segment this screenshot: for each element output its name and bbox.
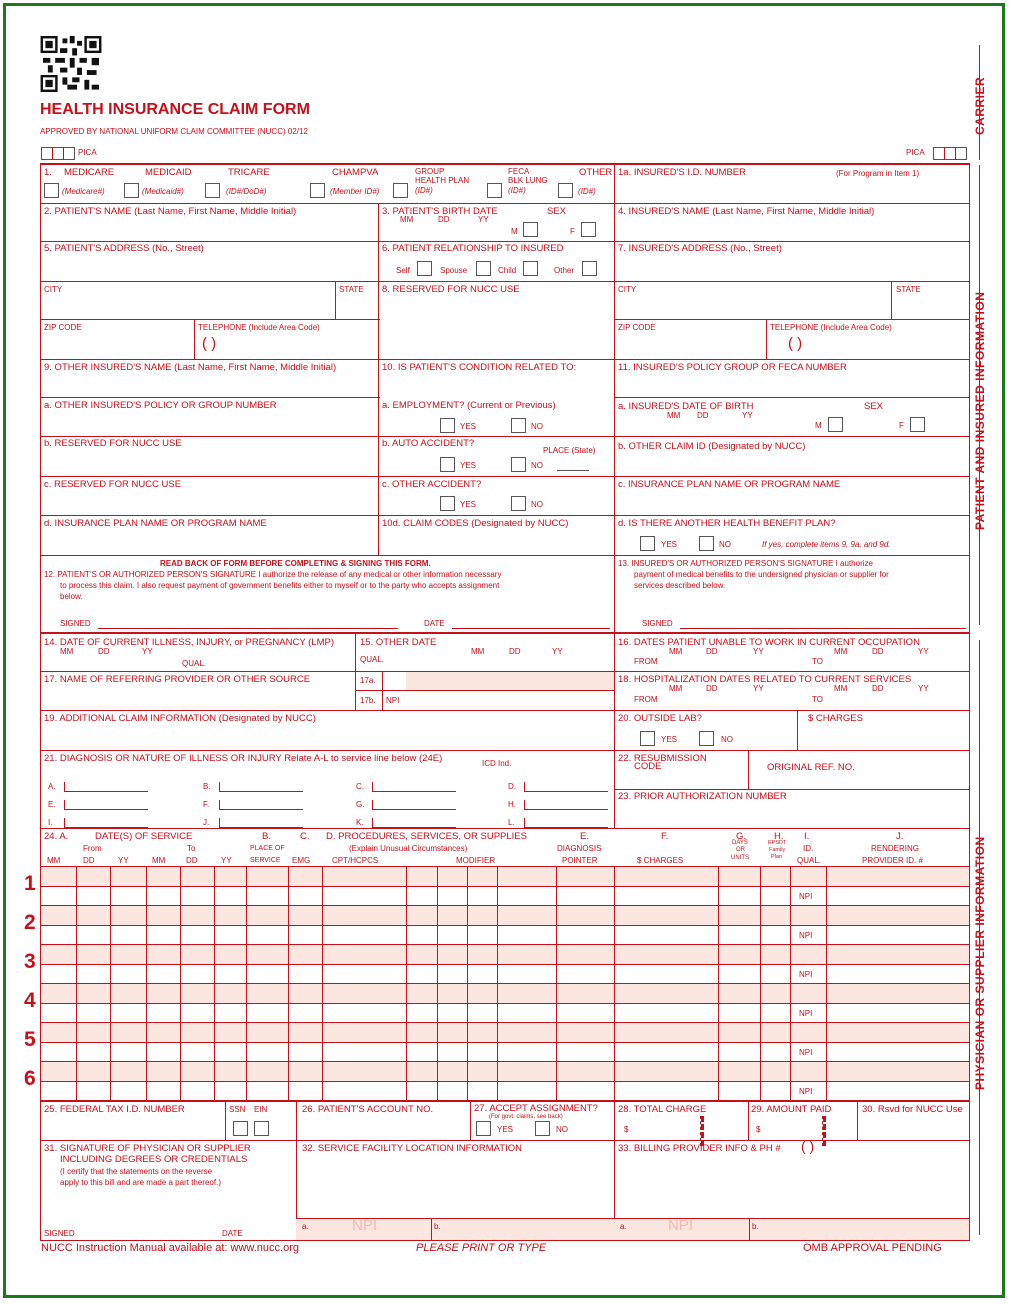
patient-city-label: CITY xyxy=(44,285,63,294)
b25-label: 25. FEDERAL TAX I.D. NUMBER xyxy=(44,1104,185,1115)
diag-h-label: H. xyxy=(508,800,516,809)
h24b2: PLACE OF xyxy=(250,845,285,852)
b33b: b. xyxy=(752,1222,759,1231)
b15-dd: DD xyxy=(509,647,521,656)
rel-spouse: Spouse xyxy=(440,266,468,275)
tricare-checkbox[interactable] xyxy=(205,183,220,198)
footer-left: NUCC Instruction Manual available at: www.nucc.org xyxy=(41,1242,300,1254)
b12-line2: to process this claim. I also request payment of government benefits either to myself or to the party who accepts assignment xyxy=(60,581,500,590)
b1a-label: 1a. INSURED'S I.D. NUMBER xyxy=(618,167,746,178)
h24f2: $ CHARGES xyxy=(637,856,684,865)
medicare-checkbox[interactable] xyxy=(44,183,59,198)
b1a-note: (For Program in Item 1) xyxy=(836,169,920,178)
tricare-id: (ID#/DoD#) xyxy=(226,187,267,196)
b4-label: 4. INSURED'S NAME (Last Name, First Name, Middle Initial) xyxy=(618,206,875,217)
b17a-band[interactable] xyxy=(406,672,614,690)
b27-note: (For govt. claims, see back) xyxy=(489,1114,563,1120)
rel-self-checkbox[interactable] xyxy=(417,261,432,276)
b13-signed: SIGNED xyxy=(642,619,673,628)
h24h2: EPSDT xyxy=(768,840,787,846)
h24b3: SERVICE xyxy=(250,857,281,864)
b13-line1: 13. INSURED'S OR AUTHORIZED PERSON'S SIGNATURE I authorize xyxy=(618,559,873,568)
b18-label: 18. HOSPITALIZATION DATES RELATED TO CURRENT SERVICES xyxy=(618,674,912,685)
b10-label: 10. IS PATIENT'S CONDITION RELATED TO: xyxy=(382,362,577,373)
patient-state-label: STATE xyxy=(339,285,364,294)
b3-m: M xyxy=(511,227,518,236)
b29-label: 29. AMOUNT PAID xyxy=(751,1104,832,1115)
b16-mm: MM xyxy=(669,647,683,656)
h24g3: OR xyxy=(736,847,745,853)
b10a-label: a. EMPLOYMENT? (Current or Previous) xyxy=(382,400,556,411)
b12-line3: below. xyxy=(60,592,83,601)
h24h3: Family xyxy=(769,847,786,853)
pica-left-box[interactable] xyxy=(41,147,75,160)
b7-label: 7. INSURED'S ADDRESS (No., Street) xyxy=(618,243,782,254)
b3-label: 3. PATIENT'S BIRTH DATE xyxy=(382,206,498,217)
another-plan-yes: YES xyxy=(661,540,678,549)
b16-yy2: YY xyxy=(918,647,929,656)
b11b-label: b. OTHER CLAIM ID (Designated by NUCC) xyxy=(618,441,806,452)
employment-yes: YES xyxy=(460,422,477,431)
b18-dd2: DD xyxy=(872,684,884,693)
diag-b-label: B. xyxy=(203,782,211,791)
b33-label: 33. BILLING PROVIDER INFO & PH # xyxy=(618,1143,781,1154)
b17b-label: 17b. xyxy=(360,696,376,705)
b2-label: 2. PATIENT'S NAME (Last Name, First Name, Middle Initial) xyxy=(44,206,297,217)
b14-label: 14. DATE OF CURRENT ILLNESS, INJURY, or PREGNANCY (LMP) xyxy=(44,637,334,648)
pica-right-label: PICA xyxy=(906,148,925,157)
h24h4: Plan xyxy=(771,854,783,860)
b11a-yy: YY xyxy=(742,411,753,420)
group-label-2: HEALTH PLAN xyxy=(415,176,470,185)
service-line-npi: NPI xyxy=(799,970,813,979)
outside-lab-no-checkbox[interactable] xyxy=(699,731,714,746)
b27-label: 27. ACCEPT ASSIGNMENT? xyxy=(474,1103,598,1114)
b3-sex: SEX xyxy=(547,206,567,217)
h24d2: (Explain Unusual Circumstances) xyxy=(349,844,468,853)
service-line-npi: NPI xyxy=(799,1009,813,1018)
insured-tel-label: TELEPHONE (Include Area Code) xyxy=(770,323,892,332)
b9a-label: a. OTHER INSURED'S POLICY OR GROUP NUMBER xyxy=(44,400,277,411)
employment-yes-checkbox[interactable] xyxy=(440,418,455,433)
champva-id: (Member ID#) xyxy=(330,187,380,196)
diag-e-label: E. xyxy=(48,800,56,809)
service-line-number: 2 xyxy=(24,911,36,934)
b13-line2: payment of medical benefits to the undersigned physician or supplier for xyxy=(634,570,889,579)
b11a-dd: DD xyxy=(697,411,709,420)
patient-zip-label: ZIP CODE xyxy=(44,323,82,332)
other-id: (ID#) xyxy=(578,187,596,196)
h24d: D. PROCEDURES, SERVICES, OR SUPPLIES xyxy=(326,831,527,842)
form-title: HEALTH INSURANCE CLAIM FORM xyxy=(40,101,310,118)
medicare-label: MEDICARE xyxy=(64,167,115,178)
diag-field[interactable] xyxy=(372,809,456,810)
diag-a-label: A. xyxy=(48,782,56,791)
h24e: E. xyxy=(580,831,589,842)
service-line-number: 4 xyxy=(24,989,36,1012)
h24a2: DATE(S) OF SERVICE xyxy=(95,831,193,842)
b32-band xyxy=(296,1218,614,1240)
service-line-npi: NPI xyxy=(799,892,813,901)
b15-yy: YY xyxy=(552,647,563,656)
b25-ein: EIN xyxy=(254,1105,268,1114)
b29-dollar: $ xyxy=(756,1125,761,1134)
b25-ssn: SSN xyxy=(229,1105,246,1114)
ssn-checkbox[interactable] xyxy=(233,1121,248,1136)
h24-dd2: DD xyxy=(186,856,198,865)
b16-dd2: DD xyxy=(872,647,884,656)
accept-no: NO xyxy=(556,1125,568,1134)
accept-yes: YES xyxy=(497,1125,514,1134)
accept-no-checkbox[interactable] xyxy=(535,1121,550,1136)
employment-no: NO xyxy=(531,422,543,431)
b16-to: TO xyxy=(812,657,823,666)
diag-i-label: I. xyxy=(48,818,53,827)
h24e2: DIAGNOSIS xyxy=(557,844,602,853)
diag-field[interactable] xyxy=(219,809,303,810)
b31-line3: (I certify that the statements on the reverse xyxy=(60,1167,213,1176)
diag-field[interactable] xyxy=(524,791,608,792)
diag-field[interactable] xyxy=(372,827,456,828)
champva-label: CHAMPVA xyxy=(332,167,379,178)
service-line-npi: NPI xyxy=(799,1087,813,1096)
insured-tel-paren: ( ) xyxy=(788,335,803,352)
other-checkbox[interactable] xyxy=(558,183,573,198)
b32a: a. xyxy=(302,1222,309,1231)
side-label-physician: PHYSICIAN OR SUPPLIER INFORMATION xyxy=(973,836,987,1090)
b8-label: 8. RESERVED FOR NUCC USE xyxy=(382,284,520,295)
b11-label: 11. INSURED'S POLICY GROUP OR FECA NUMBER xyxy=(618,362,847,373)
b19-label: 19. ADDITIONAL CLAIM INFORMATION (Designated by NUCC) xyxy=(44,713,316,724)
b1-num: 1. xyxy=(44,167,52,178)
place-state: PLACE (State) xyxy=(543,446,596,455)
other-acc-yes: YES xyxy=(460,500,477,509)
b17b-npi: NPI xyxy=(386,696,400,705)
medicaid-label: MEDICAID xyxy=(145,167,192,178)
h24g2: DAYS xyxy=(732,840,748,846)
medicare-id: (Medicare#) xyxy=(62,187,105,196)
side-label-carrier: CARRIER xyxy=(973,76,987,135)
another-plan-no-checkbox[interactable] xyxy=(699,536,714,551)
employment-no-checkbox[interactable] xyxy=(511,418,526,433)
b12-signed: SIGNED xyxy=(60,619,91,628)
b14-dd: DD xyxy=(98,647,110,656)
service-line-npi: NPI xyxy=(799,931,813,940)
b31-signed: SIGNED xyxy=(44,1229,75,1238)
ein-checkbox[interactable] xyxy=(254,1121,269,1136)
icd-ind: ICD Ind. xyxy=(482,759,512,768)
b18-yy: YY xyxy=(753,684,764,693)
b10b-label: b. AUTO ACCIDENT? xyxy=(382,438,475,449)
b32b: b. xyxy=(434,1222,441,1231)
h24-from: From xyxy=(83,844,102,853)
footer-mid: PLEASE PRINT OR TYPE xyxy=(416,1242,547,1254)
b14-yy: YY xyxy=(142,647,153,656)
auto-yes-checkbox[interactable] xyxy=(440,457,455,472)
champva-checkbox[interactable] xyxy=(310,183,325,198)
b23-label: 23. PRIOR AUTHORIZATION NUMBER xyxy=(618,791,787,802)
other-acc-yes-checkbox[interactable] xyxy=(440,496,455,511)
b12-line1: 12. PATIENT'S OR AUTHORIZED PERSON'S SIGNATURE I authorize the release of any medical or other information necessary xyxy=(44,570,502,579)
b9-label: 9. OTHER INSURED'S NAME (Last Name, First Name, Middle Initial) xyxy=(44,362,337,373)
h24-yy2: YY xyxy=(221,856,232,865)
h24e3: POINTER xyxy=(562,856,598,865)
b22-label: 22. RESUBMISSION xyxy=(618,753,707,764)
other-acc-no-checkbox[interactable] xyxy=(511,496,526,511)
b16-from: FROM xyxy=(634,657,658,666)
b12-date: DATE xyxy=(424,619,445,628)
h24i: I. xyxy=(804,831,810,842)
b10c-label: c. OTHER ACCIDENT? xyxy=(382,479,482,490)
b10d-label: 10d. CLAIM CODES (Designated by NUCC) xyxy=(382,518,569,529)
rel-child: Child xyxy=(498,266,517,275)
diag-field[interactable] xyxy=(524,827,608,828)
feca-checkbox[interactable] xyxy=(487,183,502,198)
rel-self: Self xyxy=(396,266,410,275)
b33a: a. xyxy=(620,1222,627,1231)
b11a-label: a. INSURED'S DATE OF BIRTH xyxy=(618,401,754,412)
h24b: B. xyxy=(262,831,271,842)
h24-dd1: DD xyxy=(83,856,95,865)
h24f: F. xyxy=(661,831,669,842)
b32-label: 32. SERVICE FACILITY LOCATION INFORMATION xyxy=(302,1143,522,1154)
b31-date: DATE xyxy=(222,1229,243,1238)
auto-yes: YES xyxy=(460,461,477,470)
feca-label: FECA xyxy=(508,167,530,176)
b22-orig: ORIGINAL REF. NO. xyxy=(767,762,855,773)
h24c2: EMG xyxy=(292,856,311,865)
b18-dd: DD xyxy=(706,684,718,693)
h24h: H. xyxy=(774,831,784,842)
approved-text: APPROVED BY NATIONAL UNIFORM CLAIM COMMITTEE (NUCC) 02/12 xyxy=(40,127,308,136)
readback: READ BACK OF FORM BEFORE COMPLETING & SIGNING THIS FORM. xyxy=(160,559,431,568)
diag-field[interactable] xyxy=(64,827,148,828)
b18-yy2: YY xyxy=(918,684,929,693)
h24a: 24. A. xyxy=(44,831,69,842)
b33-npi-watermark: NPI xyxy=(668,1217,694,1234)
b31-line1: 31. SIGNATURE OF PHYSICIAN OR SUPPLIER xyxy=(44,1143,251,1154)
diag-g-label: G. xyxy=(356,800,365,809)
insured-sex-f-checkbox[interactable] xyxy=(910,417,925,432)
h24j: J. xyxy=(896,831,904,842)
service-line-npi: NPI xyxy=(799,1048,813,1057)
diag-field[interactable] xyxy=(219,827,303,828)
b3-yy: YY xyxy=(478,215,489,224)
insured-sex-m-checkbox[interactable] xyxy=(828,417,843,432)
b11a-m: M xyxy=(815,421,822,430)
b11a-sex: SEX xyxy=(864,401,884,412)
b18-mm: MM xyxy=(669,684,683,693)
diag-j-label: J. xyxy=(203,818,210,827)
insured-id-input[interactable] xyxy=(616,180,966,200)
h24c: C. xyxy=(300,831,310,842)
rel-child-checkbox[interactable] xyxy=(523,261,538,276)
medicaid-id: (Medicaid#) xyxy=(142,187,184,196)
diag-field[interactable] xyxy=(219,791,303,792)
group-label: GROUP xyxy=(415,167,445,176)
outside-lab-yes: YES xyxy=(661,735,678,744)
diag-l-label: L. xyxy=(508,818,515,827)
b11c-label: c. INSURANCE PLAN NAME OR PROGRAM NAME xyxy=(618,479,841,490)
b16-yy: YY xyxy=(753,647,764,656)
b14-mm: MM xyxy=(60,647,74,656)
b11d-note: If yes, complete items 9, 9a, and 9d. xyxy=(762,540,891,549)
b9b-label: b. RESERVED FOR NUCC USE xyxy=(44,438,182,449)
b11d-label: d. IS THERE ANOTHER HEALTH BENEFIT PLAN? xyxy=(618,518,836,529)
another-plan-no: NO xyxy=(719,540,731,549)
diag-field[interactable] xyxy=(524,809,608,810)
service-line-number: 5 xyxy=(24,1028,36,1051)
h24-to: To xyxy=(187,844,196,853)
h24j2: RENDERING xyxy=(871,844,920,853)
outside-lab-no: NO xyxy=(721,735,733,744)
patient-tel-label: TELEPHONE (Include Area Code) xyxy=(198,323,320,332)
insured-zip-label: ZIP CODE xyxy=(618,323,656,332)
b21-label: 21. DIAGNOSIS OR NATURE OF ILLNESS OR INJURY Relate A-L to service line below (24E) xyxy=(44,753,443,764)
medicaid-checkbox[interactable] xyxy=(124,183,139,198)
b31-line4: apply to this bill and are made a part thereof.) xyxy=(60,1178,221,1187)
b6-label: 6. PATIENT RELATIONSHIP TO INSURED xyxy=(382,243,564,254)
group-id: (ID#) xyxy=(415,186,433,195)
insured-city-label: CITY xyxy=(618,285,637,294)
diag-f-label: F. xyxy=(203,800,210,809)
b17a-label: 17a. xyxy=(360,676,376,685)
b32-npi-watermark: NPI xyxy=(352,1217,378,1234)
service-line-number: 3 xyxy=(24,950,36,973)
b31-line2: INCLUDING DEGREES OR CREDENTIALS xyxy=(60,1154,248,1165)
accept-yes-checkbox[interactable] xyxy=(476,1121,491,1136)
b28-label: 28. TOTAL CHARGE xyxy=(618,1104,707,1115)
b3-f: F xyxy=(570,227,575,236)
b15-label: 15. OTHER DATE xyxy=(360,637,437,648)
auto-no-checkbox[interactable] xyxy=(511,457,526,472)
b20-charges: $ CHARGES xyxy=(808,713,863,724)
b17-label: 17. NAME OF REFERRING PROVIDER OR OTHER SOURCE xyxy=(44,674,311,685)
h24d4: MODIFIER xyxy=(456,856,496,865)
diag-field[interactable] xyxy=(64,791,148,792)
service-line-number: 6 xyxy=(24,1067,36,1090)
h24-yy1: YY xyxy=(118,856,129,865)
b18-from: FROM xyxy=(634,695,658,704)
b16-label: 16. DATES PATIENT UNABLE TO WORK IN CURRENT OCCUPATION xyxy=(618,637,920,648)
b11a-mm: MM xyxy=(667,411,681,420)
another-plan-yes-checkbox[interactable] xyxy=(640,536,655,551)
b9c-label: c. RESERVED FOR NUCC USE xyxy=(44,479,182,490)
diag-k-label: K. xyxy=(356,818,364,827)
h24-mm2: MM xyxy=(152,856,166,865)
b20-label: 20. OUTSIDE LAB? xyxy=(618,713,702,724)
rel-other-checkbox[interactable] xyxy=(582,261,597,276)
diag-d-label: D. xyxy=(508,782,516,791)
side-label-patient: PATIENT AND INSURED INFORMATION xyxy=(973,291,987,530)
h24g: G. xyxy=(736,831,747,842)
h24-mm1: MM xyxy=(47,856,61,865)
h24d3: CPT/HCPCS xyxy=(332,856,379,865)
h24g4: UNITS xyxy=(731,855,749,861)
patient-sex-f-checkbox[interactable] xyxy=(581,222,596,237)
b13-line3: services described below. xyxy=(634,581,726,590)
b18-to: TO xyxy=(812,695,823,704)
diag-field[interactable] xyxy=(64,809,148,810)
b15-mm: MM xyxy=(471,647,485,656)
h24i2: ID. xyxy=(803,844,814,853)
pica-right-box[interactable] xyxy=(933,147,967,160)
footer-right: OMB APPROVAL PENDING xyxy=(803,1242,942,1254)
b14-qual: QUAL. xyxy=(182,659,207,668)
pica-left-label: PICA xyxy=(78,148,97,157)
b15-qual: QUAL. xyxy=(360,655,385,664)
b18-mm2: MM xyxy=(834,684,848,693)
feca-id: (ID#) xyxy=(508,186,526,195)
b9d-label: d. INSURANCE PLAN NAME OR PROGRAM NAME xyxy=(44,518,267,529)
group-checkbox[interactable] xyxy=(393,183,408,198)
b26-label: 26. PATIENT'S ACCOUNT NO. xyxy=(302,1104,434,1115)
patient-tel-paren: ( ) xyxy=(202,335,217,352)
b33-paren: ( ) xyxy=(801,1138,815,1154)
h24i3: QUAL. xyxy=(797,856,822,865)
other-acc-no: NO xyxy=(531,500,543,509)
patient-sex-m-checkbox[interactable] xyxy=(523,222,538,237)
b30-label: 30. Rsvd for NUCC Use xyxy=(862,1104,963,1115)
b16-dd: DD xyxy=(706,647,718,656)
outside-lab-yes-checkbox[interactable] xyxy=(640,731,655,746)
auto-no: NO xyxy=(531,461,543,470)
b22-code: CODE xyxy=(634,761,662,772)
b3-dd: DD xyxy=(438,215,450,224)
diag-field[interactable] xyxy=(372,791,456,792)
other-label: OTHER xyxy=(579,167,613,178)
b28-dollar: $ xyxy=(624,1125,629,1134)
service-line-number: 1 xyxy=(24,872,36,895)
b16-mm2: MM xyxy=(834,647,848,656)
diag-c-label: C. xyxy=(356,782,364,791)
h24j3: PROVIDER ID. # xyxy=(862,856,923,865)
tricare-label: TRICARE xyxy=(228,167,270,178)
qr-code xyxy=(40,36,102,92)
insured-state-label: STATE xyxy=(896,285,921,294)
rel-spouse-checkbox[interactable] xyxy=(476,261,491,276)
rel-other: Other xyxy=(554,266,575,275)
feca-label-2: BLK LUNG xyxy=(508,176,548,185)
b11a-f: F xyxy=(899,421,904,430)
b5-label: 5. PATIENT'S ADDRESS (No., Street) xyxy=(44,243,204,254)
b3-mm: MM xyxy=(400,215,414,224)
